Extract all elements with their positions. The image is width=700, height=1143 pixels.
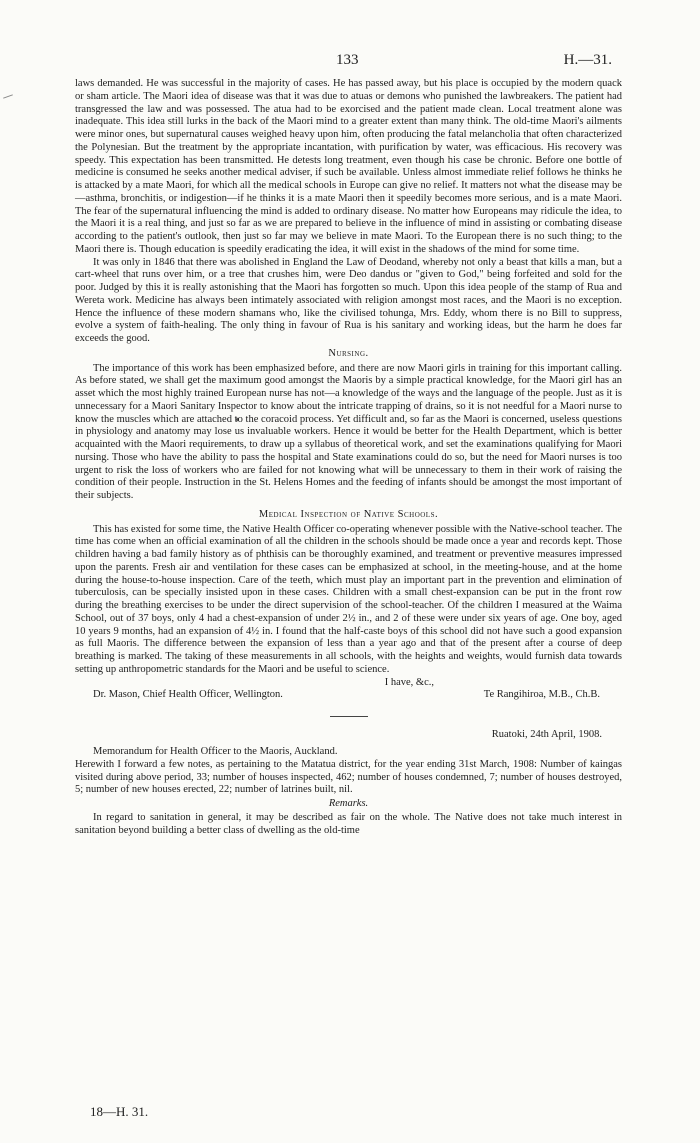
signatory: Te Rangihiroa, M.B., Ch.B.: [483, 689, 600, 701]
signature-row: [75, 689, 622, 702]
memo-title: Memorandum for Health Officer to the Maoris, Auckland.: [93, 746, 338, 757]
closing-salutation: I have, &c.,: [384, 676, 434, 688]
signature-mark: 18—H. 31.: [90, 1104, 149, 1119]
paragraph-school-inspection: This has existed for some time, the Native Health Officer co-operating whenever possible with the Native-school teacher. The time has come when an official examination of all the children in the schools should be made once a year and records kept. Those children having a bad family history as of phthisis can be thoroughly examined, and treatment or preventive measures impressed upon the parents. Fresh air and ventilation for these cases can be emphasized at school, in the meeting-house, and at the home during the house-to-house inspection. Care of the teeth, which must play an important part in the prevention and elimination of tuberculosis, can be specially insisted upon in these cases. Children with a small chest-expansion can be put in the front row during the breathing exercises to be under the direct supervision of the school-teacher. Of the children I measured at the Waima School, out of 37 boys, only 4 had a chest-expansion of under 2½ in., and 2 of these were under six years of age. One boy, aged 10 years 9 months, had an expansion of 4½ in. I found that the half-caste boys of this school did not have such a good expansion as full Maoris. The difference between the expansion of less than a year ago and that of the present after a course of deep breathing is marked. The taking of these measurements in all schools, with the heights and weights, would furnish data towards setting up anthropometric standards for the Maori and be useful to science.: [75, 523, 622, 675]
memo-dateline: Ruatoki, 24th April, 1908.: [491, 729, 602, 741]
remarks-heading: Remarks.: [328, 798, 369, 809]
margin-mark: [3, 94, 13, 98]
paragraph-deodand: It was only in 1846 that there was abolished in England the Law of Deodand, whereby not only a beast that kills a man, but a cart-wheel that runs over him, or a tree that crushes him, were Deo dandus or "given to God," being forfeited and sold for the poor. Judged by this it is really astonishing that the Maori has forgotten so much. Upon this idea people of the stamp of Rua and Wereta work. Medicine has always been intimately associated with religion amongst most races, and the Maori is no exception. Hence the influence of these modern shamans who, like the civilised tohunga, Mrs. Eddy, whom there is no Bill to suppress, evolve a system of faith-healing. The only thing in favour of Rua is his sanitary and working ideas, but the harm he does far exceeds the good.: [75, 256, 622, 344]
section-heading-nursing: Nursing.: [328, 347, 369, 359]
remarks-text: In regard to sanitation in general, it may be described as fair on the whole. The Native does not take much interest in sanitation beyond building a better class of dwelling as the old-time: [75, 811, 622, 836]
section-divider: [330, 716, 368, 717]
memo-body: Herewith I forward a few notes, as pertaining to the Matatua district, for the year ending 31st March, 1908: Number of kaingas visited during above period, 33; number of houses inspected, 462; number of houses condemned, 7; number of houses destroyed, 5; number of new houses erected, 22; number of latrines built, nil.: [75, 758, 622, 796]
paragraph-atuas: laws demanded. He was successful in the majority of cases. He has passed away, but his place is occupied by the modern quack or sham article. The Maori idea of disease was that it was due to atuas or demons who punished the lawbreakers. The patient had transgressed the law and was possessed. The atua had to be exorcised and the patient made clean. Local treatment alone was inadequate. This idea still lurks in the back of the Maori mind to a greater extent than many think. The old-time Maori's ailments were minor ones, but supernatural causes weighed heavy upon him, often producing the fatal melancholia that often characterized the Polynesian. But the treatment by the appropriate incantation, with purification by water, was efficacious. His recovery was speedy. This expectation has been transmitted. He detests long treatment, even though his case be chronic. Before one bottle of medicine is consumed he seeks another medical adviser, if such be available. Unless almost immediate relief follows he thinks he is attacked by a mate Maori, for which all the medical schools in Europe can give no relief. It matters not what the disease may be—asthma, bronchitis, or indigestion—if he thinks it is a mate Maori then it speedily becomes more serious, and is a mate Maori. The fear of the supernatural influencing the mind is added to ordinary disease. No matter how Europeans may ridicule the idea, to the Maori it is a real thing, and just so far as we are prepared to believe in the influence of mind in assisting or combating disease according to the patient's outlook, then just so far may we believe in mate Maori. To the European there is no such thing; to the Maori there is. Though education is speedily eradicating the idea, it will exist in the shadows of the mind for some time.: [75, 78, 622, 255]
paragraph-nursing: The importance of this work has been emphasized before, and there are now Maori girls in training for this important calling. As before stated, we shall get the maximum good amongst the Maoris by a simple practical knowledge, for the Maori girl has an asset which the most highly trained European nurse has not—a knowledge of the ways and the language of the people. Just as it is unnecessary for a Maori Sanitary Inspector to know about the intricate trapping of drains, so it is not needful for a Maori nurse to know the muscles which are attached to the coracoid process. Yet difficult and, so far as the Maori is concerned, useless questions in physiology and anatomy may lose us invaluable workers. Hence it would be better for the Health Department, which is better acquainted with the Maori requirements, to draw up a syllabus of theoretical work, and set the examinations qualifying for Maori nursing. Those who have the ability to pass the hospital and State examinations could do so, but the need for Maori nurses is too urgent to risk the loss of workers who are failed for not knowing what will be unnecessary to them in their work of raising the condition of their people. Instruction in the St. Helens Homes and the feeding of infants should be amongst the most important of their subjects.: [75, 362, 622, 501]
addressee: Dr. Mason, Chief Health Officer, Wellington.: [93, 689, 283, 701]
document-reference: H.—31.: [563, 52, 612, 68]
section-heading-school-inspection: Medical Inspection of Native Schools.: [258, 508, 439, 520]
page-number: 133: [336, 52, 359, 68]
body-text: [75, 78, 622, 837]
